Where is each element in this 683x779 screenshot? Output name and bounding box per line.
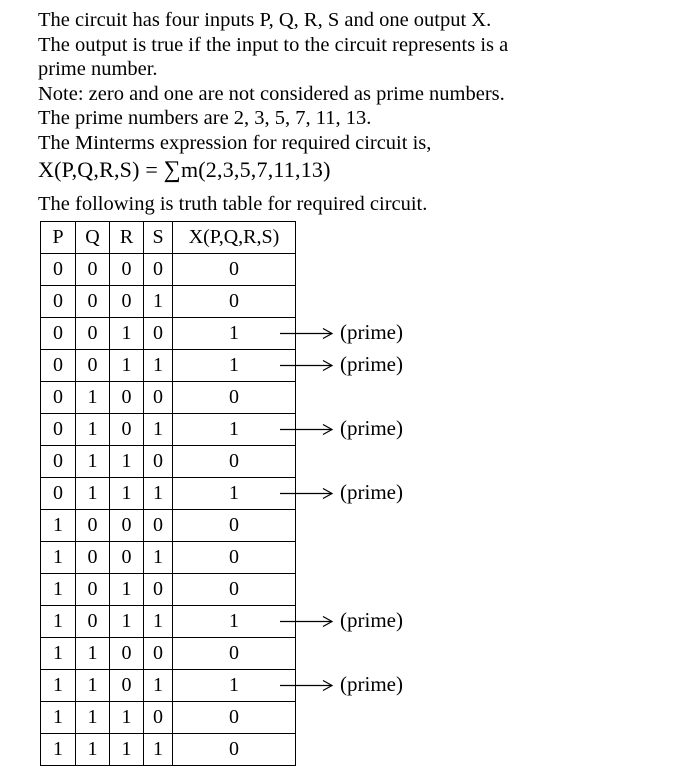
cell-r: 1 (110, 734, 144, 766)
cell-r: 0 (110, 254, 144, 286)
table-intro: The following is truth table for required circuit. (38, 193, 428, 215)
cell-q: 0 (76, 286, 110, 318)
prime-label: (prime) (340, 671, 403, 696)
table-row (41, 574, 296, 606)
cell-r: 0 (110, 542, 144, 574)
table-row (41, 510, 296, 542)
cell-r: 1 (110, 574, 144, 606)
header-p: P (41, 222, 76, 254)
cell-r: 0 (110, 510, 144, 542)
text-line: The circuit has four inputs P, Q, R, S and one output X. (38, 9, 492, 31)
cell-q: 1 (76, 414, 110, 446)
header-s: S (144, 222, 173, 254)
cell-s: 0 (144, 318, 173, 350)
cell-r: 0 (110, 670, 144, 702)
cell-q: 0 (76, 254, 110, 286)
cell-x: 0 (173, 382, 296, 414)
cell-p: 0 (41, 286, 76, 318)
cell-x: 0 (173, 254, 296, 286)
cell-p: 1 (41, 510, 76, 542)
cell-q: 1 (76, 702, 110, 734)
cell-r: 0 (110, 638, 144, 670)
cell-p: 1 (41, 702, 76, 734)
prime-arrow-head (323, 489, 332, 499)
cell-q: 1 (76, 638, 110, 670)
table-row (41, 318, 296, 350)
header-x: X(P,Q,R,S) (173, 222, 296, 254)
cell-q: 0 (76, 350, 110, 382)
text-line: prime number. (38, 58, 158, 80)
cell-s: 1 (144, 542, 173, 574)
table-row (41, 670, 296, 702)
cell-r: 1 (110, 606, 144, 638)
cell-q: 1 (76, 734, 110, 766)
table-row (41, 734, 296, 766)
table-row (41, 446, 296, 478)
table-row (41, 382, 296, 414)
cell-p: 1 (41, 606, 76, 638)
prime-arrow-head (323, 681, 332, 691)
prime-label: (prime) (340, 319, 403, 344)
cell-s: 0 (144, 446, 173, 478)
table-row (41, 638, 296, 670)
cell-s: 1 (144, 670, 173, 702)
truth-table (40, 221, 296, 766)
formula-rhs: m(2,3,5,7,11,13) (180, 157, 331, 182)
cell-s: 1 (144, 414, 173, 446)
cell-x: 1 (173, 606, 296, 638)
cell-p: 0 (41, 318, 76, 350)
table-row (41, 542, 296, 574)
prime-label: (prime) (340, 351, 403, 376)
table-header-row (41, 222, 296, 254)
cell-p: 0 (41, 478, 76, 510)
cell-r: 1 (110, 350, 144, 382)
cell-r: 0 (110, 414, 144, 446)
cell-s: 0 (144, 702, 173, 734)
cell-q: 1 (76, 670, 110, 702)
cell-r: 1 (110, 318, 144, 350)
cell-s: 0 (144, 254, 173, 286)
cell-q: 0 (76, 542, 110, 574)
cell-q: 0 (76, 574, 110, 606)
table-row (41, 702, 296, 734)
cell-p: 1 (41, 638, 76, 670)
cell-q: 0 (76, 510, 110, 542)
cell-p: 1 (41, 670, 76, 702)
cell-s: 0 (144, 382, 173, 414)
cell-x: 1 (173, 318, 296, 350)
prime-arrow-head (323, 425, 332, 435)
cell-p: 0 (41, 350, 76, 382)
cell-s: 0 (144, 574, 173, 606)
minterm-formula (38, 157, 331, 184)
cell-s: 1 (144, 286, 173, 318)
table-row (41, 606, 296, 638)
prime-arrow-head (323, 617, 332, 627)
cell-s: 1 (144, 478, 173, 510)
cell-r: 1 (110, 446, 144, 478)
cell-q: 0 (76, 318, 110, 350)
cell-s: 1 (144, 734, 173, 766)
cell-x: 1 (173, 414, 296, 446)
cell-x: 1 (173, 350, 296, 382)
prime-arrow-head (323, 361, 332, 371)
cell-x: 0 (173, 574, 296, 606)
cell-s: 0 (144, 510, 173, 542)
cell-p: 0 (41, 254, 76, 286)
cell-q: 0 (76, 606, 110, 638)
cell-x: 0 (173, 286, 296, 318)
prime-label: (prime) (340, 415, 403, 440)
cell-x: 0 (173, 510, 296, 542)
cell-p: 1 (41, 734, 76, 766)
table-row (41, 350, 296, 382)
cell-p: 1 (41, 542, 76, 574)
cell-x: 0 (173, 542, 296, 574)
table-row (41, 414, 296, 446)
sigma-symbol: ∑ (163, 157, 181, 183)
cell-q: 1 (76, 382, 110, 414)
formula-lhs: X(P,Q,R,S) = (38, 157, 164, 182)
cell-s: 1 (144, 350, 173, 382)
cell-p: 1 (41, 574, 76, 606)
cell-r: 0 (110, 286, 144, 318)
table-row (41, 254, 296, 286)
cell-r: 1 (110, 478, 144, 510)
table-row (41, 478, 296, 510)
prime-label: (prime) (340, 607, 403, 632)
text-line: The prime numbers are 2, 3, 5, 7, 11, 13. (38, 107, 372, 129)
cell-s: 0 (144, 638, 173, 670)
cell-p: 0 (41, 414, 76, 446)
prime-arrow-head (323, 329, 332, 339)
cell-x: 1 (173, 478, 296, 510)
cell-q: 1 (76, 478, 110, 510)
cell-r: 1 (110, 702, 144, 734)
cell-s: 1 (144, 606, 173, 638)
text-line: Note: zero and one are not considered as prime numbers. (38, 82, 505, 105)
cell-x: 0 (173, 446, 296, 478)
text-line: The Minterms expression for required circuit is, (38, 131, 432, 154)
cell-x: 0 (173, 734, 296, 766)
cell-q: 1 (76, 446, 110, 478)
cell-p: 0 (41, 382, 76, 414)
header-q: Q (76, 222, 110, 254)
cell-x: 0 (173, 638, 296, 670)
text-line: The output is true if the input to the circuit represents is a (38, 33, 509, 56)
cell-r: 0 (110, 382, 144, 414)
cell-x: 1 (173, 670, 296, 702)
header-r: R (110, 222, 144, 254)
prime-label: (prime) (340, 479, 403, 504)
description-paragraph (38, 8, 598, 155)
table-row (41, 286, 296, 318)
cell-p: 0 (41, 446, 76, 478)
cell-x: 0 (173, 702, 296, 734)
